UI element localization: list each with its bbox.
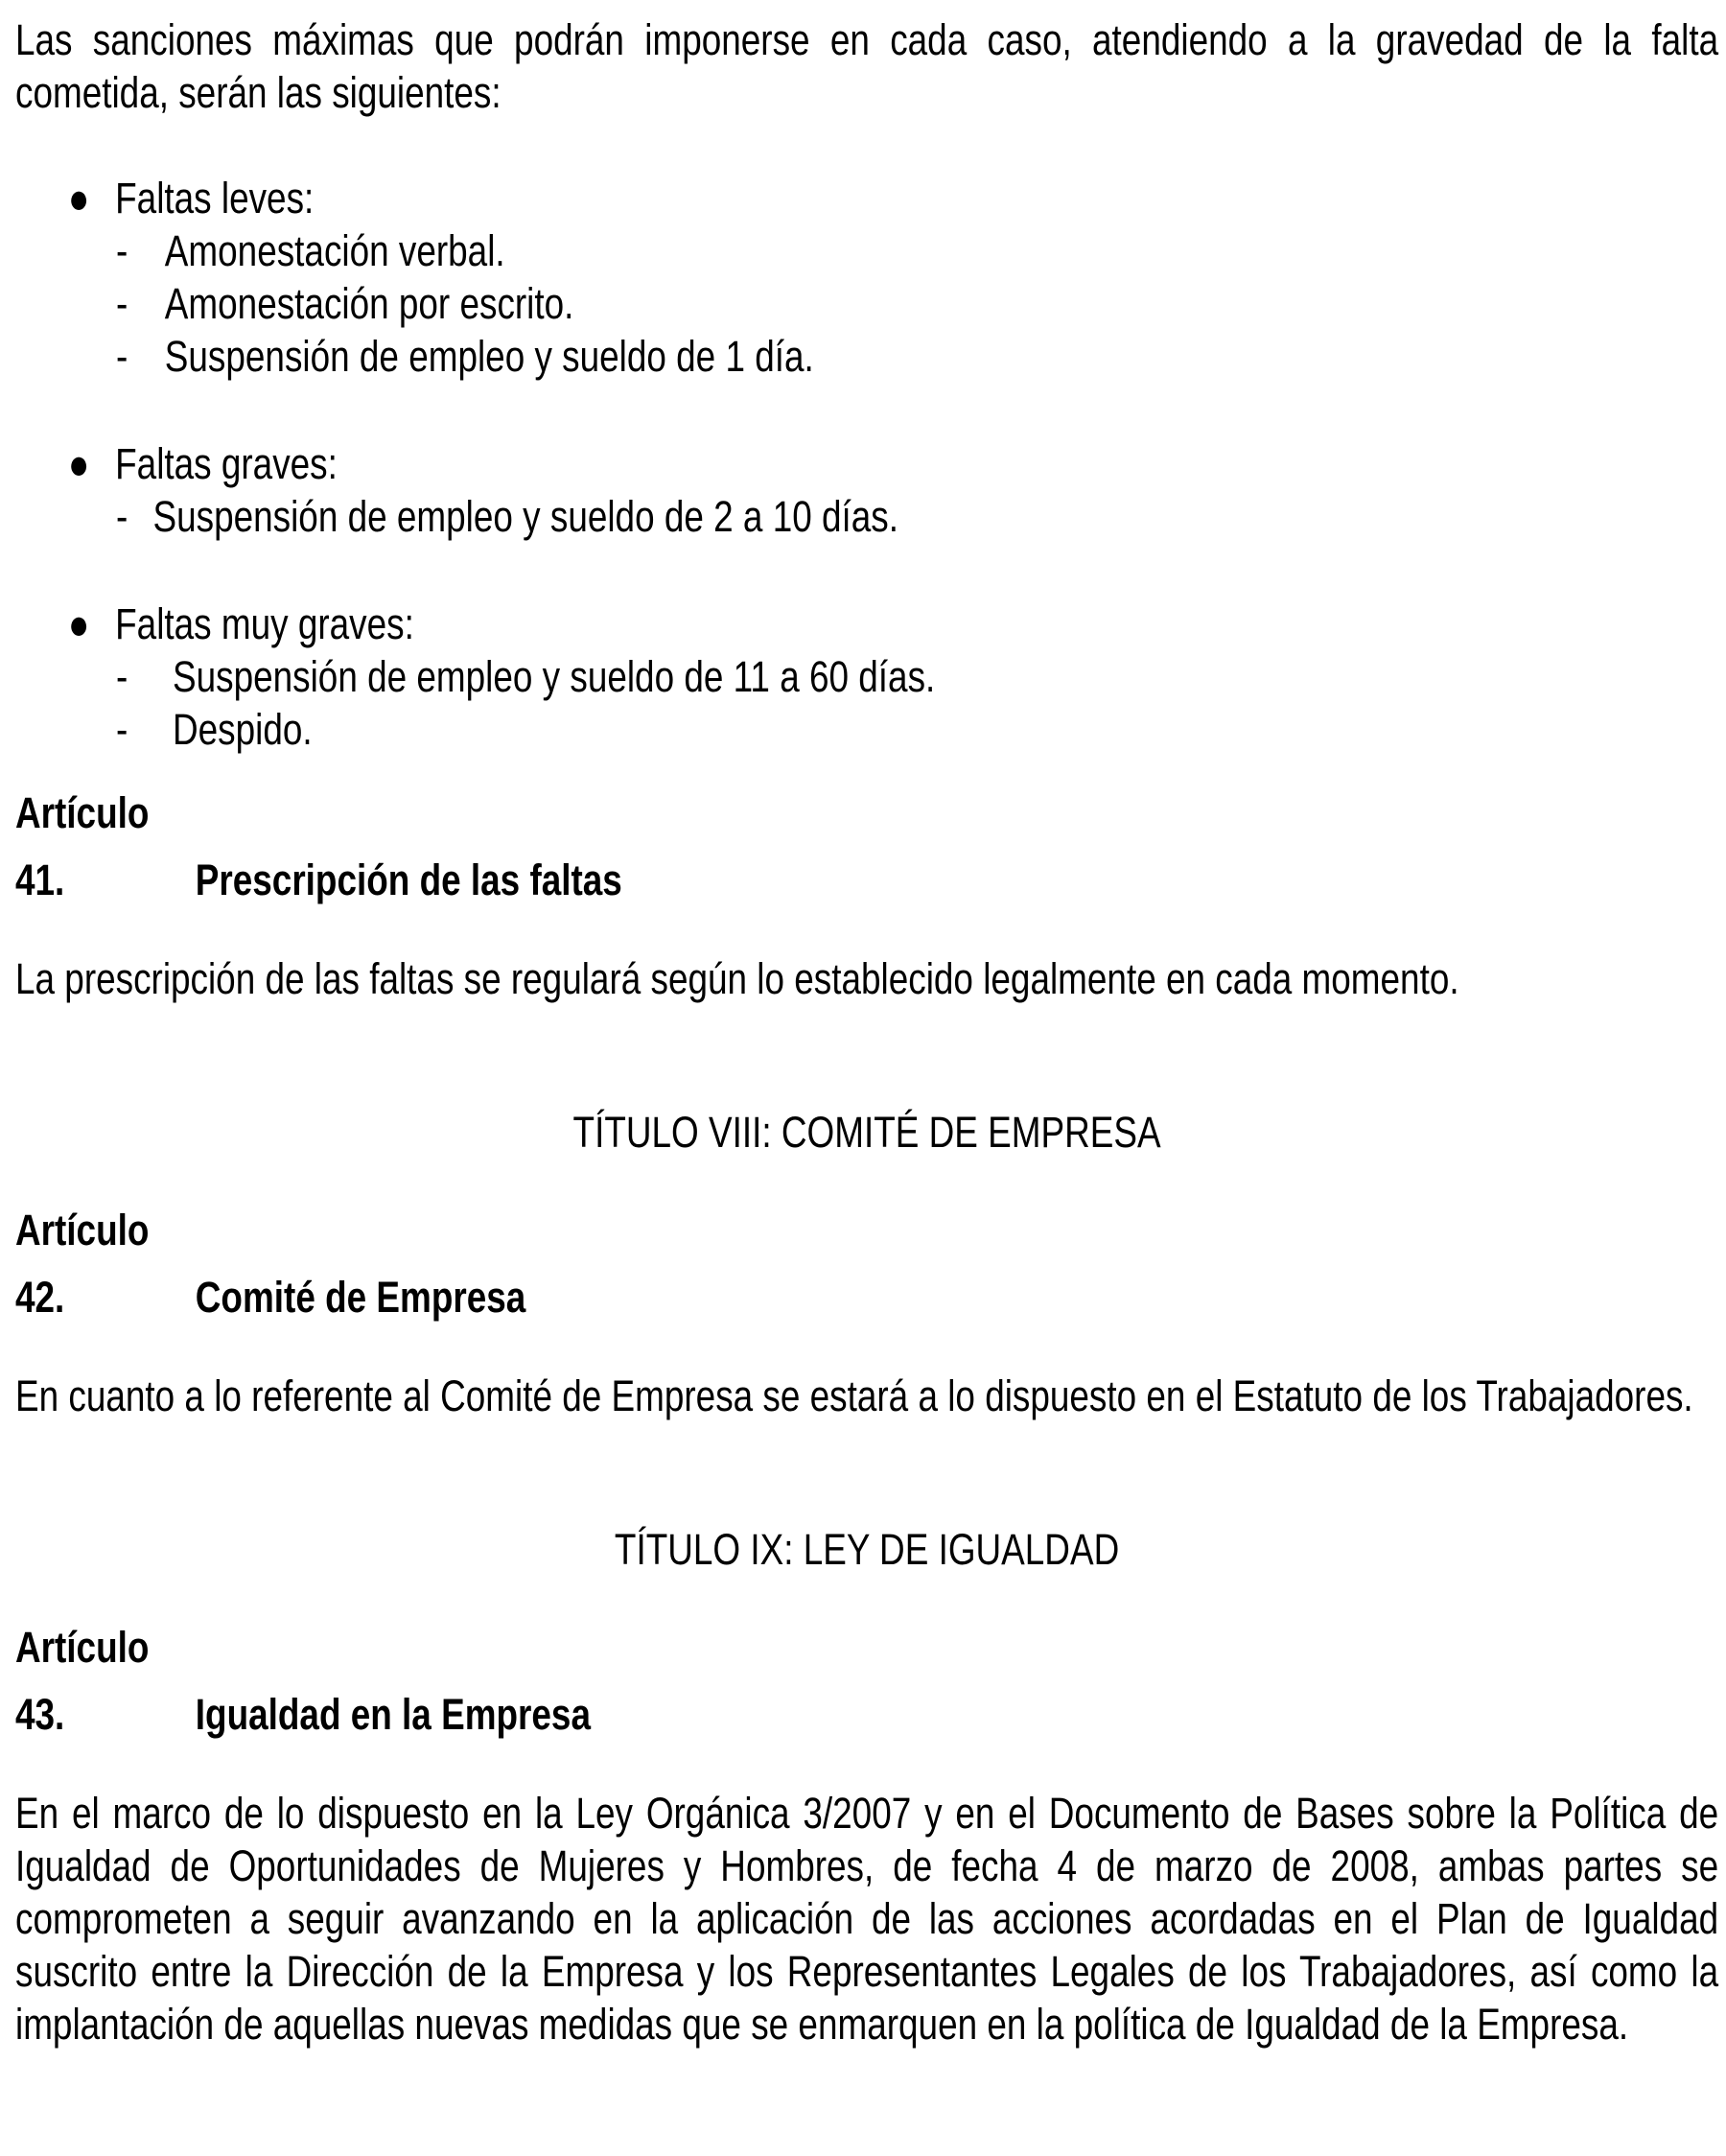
article-title: Igualdad en la Empresa	[195, 1690, 591, 1739]
list-item-text: Amonestación verbal.	[164, 226, 505, 275]
list-item-text: Suspensión de empleo y sueldo de 11 a 60 días.	[173, 652, 936, 701]
list-item	[15, 650, 1718, 703]
article-42-body: En cuanto a lo referente al Comité de Empresa se estará a lo dispuesto en el Estatuto de los Trabajadores.	[15, 1371, 1693, 1420]
list-item-text: Amonestación por escrito.	[164, 279, 574, 328]
sanction-group-muy-graves	[15, 598, 1718, 756]
intro-paragraph: Las sanciones máximas que podrán imponerse en cada caso, atendiendo a la gravedad de la falta cometida, serán las siguientes:	[15, 15, 1719, 117]
article-title: Comité de Empresa	[195, 1273, 526, 1322]
group-label: Faltas muy graves:	[115, 599, 414, 648]
dash-icon: -	[115, 226, 128, 275]
bullet-icon: ●	[67, 174, 90, 223]
list-item	[15, 277, 1718, 330]
list-item	[15, 703, 1718, 756]
dash-icon: -	[115, 332, 128, 381]
bullet-item	[15, 172, 1718, 224]
bullet-icon: ●	[67, 439, 90, 488]
dash-icon: -	[115, 492, 128, 541]
article-43-body: En el marco de lo dispuesto en la Ley Orgánica 3/2007 y en el Documento de Bases sobre la Política de Igualdad de Oportunidades de Mujeres y Hombres, de fecha 4 de marzo de 2008, ambas partes se comprometen a seguir avanzando en la aplicación de las acciones acordadas en el Plan de Igualdad suscrito entre la Dirección de la Empresa y los Representantes Legales de los Trabajadores, así como la implantación de aquellas nuevas medidas que se enmarquen en la política de Igualdad de la Empresa.	[15, 1789, 1719, 2049]
article-number: Artículo 43.	[15, 1623, 150, 1739]
sanction-group-graves	[15, 437, 1718, 543]
list-item	[15, 330, 1718, 383]
bullet-item	[15, 598, 1718, 650]
article-number: Artículo 41.	[15, 788, 150, 904]
document-page	[15, 13, 1718, 2051]
bullet-item	[15, 437, 1718, 490]
article-43-heading	[15, 1614, 1718, 1748]
dash-icon: -	[115, 279, 128, 328]
article-41-heading	[15, 780, 1718, 914]
list-item-text: Despido.	[173, 705, 313, 754]
article-42-heading	[15, 1197, 1718, 1331]
bullet-icon: ●	[67, 599, 90, 648]
list-item	[15, 224, 1718, 277]
list-item	[15, 490, 1718, 543]
group-label: Faltas graves:	[115, 439, 338, 488]
group-label: Faltas leves:	[115, 174, 315, 223]
list-item-text: Suspensión de empleo y sueldo de 2 a 10 días.	[152, 492, 899, 541]
dash-icon: -	[115, 652, 128, 701]
title-viii: TÍTULO VIII: COMITÉ DE EMPRESA	[572, 1108, 1161, 1157]
list-item-text: Suspensión de empleo y sueldo de 1 día.	[164, 332, 814, 381]
sanction-group-leves	[15, 172, 1718, 383]
article-title: Prescripción de las faltas	[195, 855, 622, 904]
article-number: Artículo 42.	[15, 1206, 150, 1322]
dash-icon: -	[115, 705, 128, 754]
title-ix: TÍTULO IX: LEY DE IGUALDAD	[614, 1525, 1120, 1574]
article-41-body: La prescripción de las faltas se regulará según lo establecido legalmente en cada momento.	[15, 954, 1459, 1003]
